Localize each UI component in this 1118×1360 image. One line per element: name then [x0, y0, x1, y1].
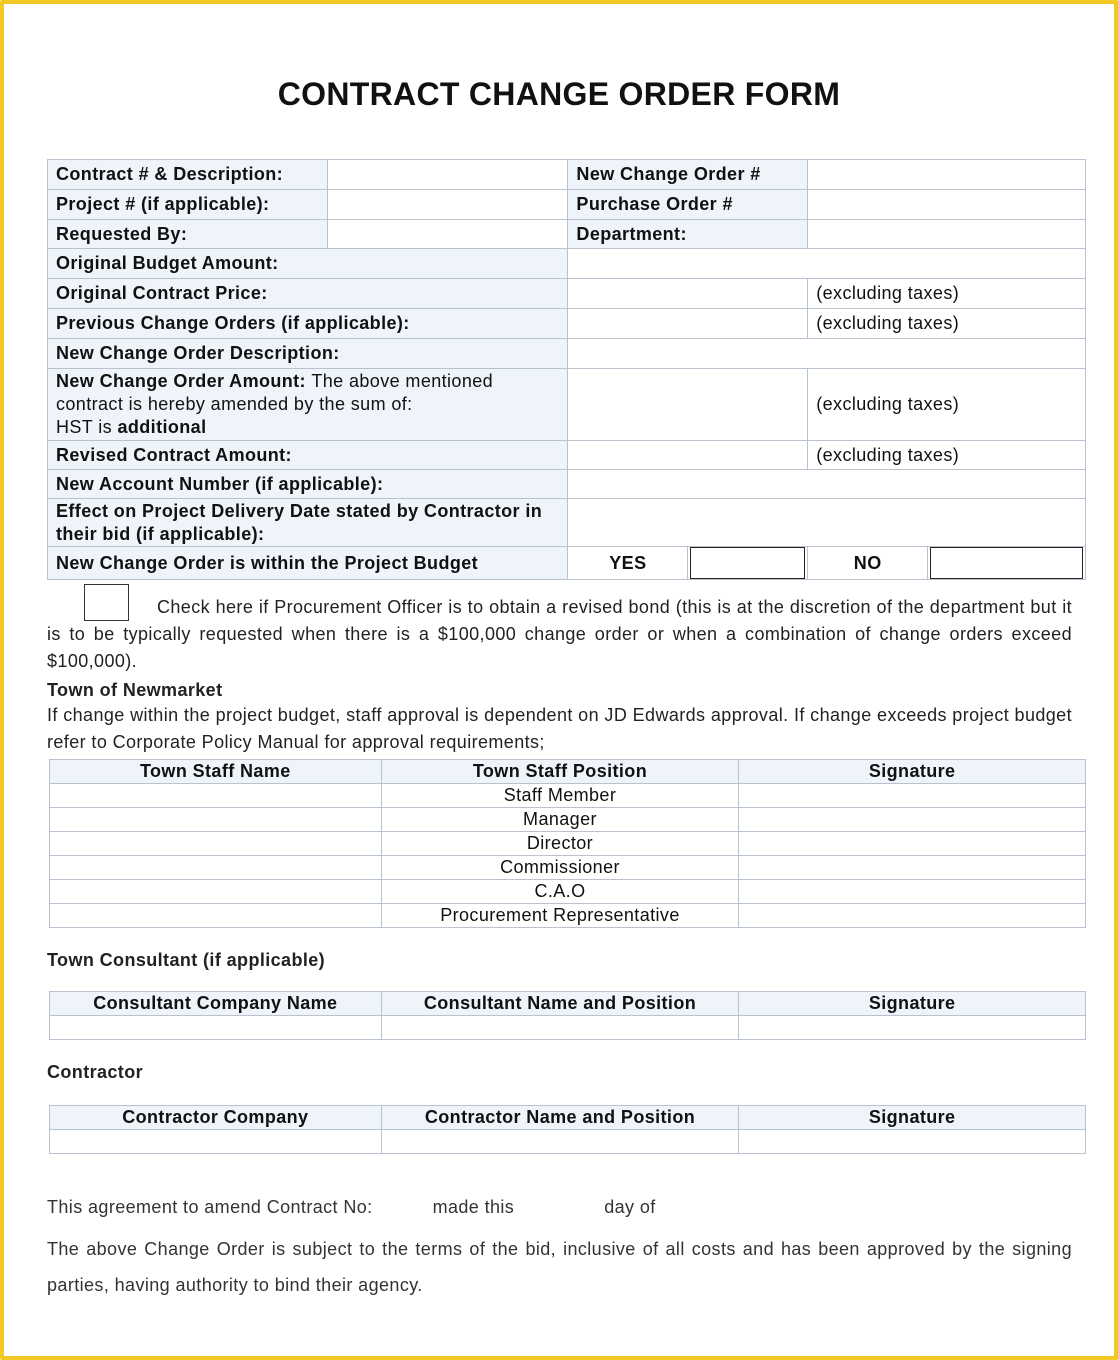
excluding-taxes-note: (excluding taxes)	[808, 279, 1086, 309]
day-of: day of	[604, 1197, 656, 1217]
consultant-company-field[interactable]	[50, 1016, 382, 1040]
staff-name-field[interactable]	[50, 856, 382, 880]
staff-position: Director	[381, 832, 739, 856]
signature-field[interactable]	[739, 784, 1086, 808]
consultant-name-field[interactable]	[381, 1016, 739, 1040]
staff-position: Commissioner	[381, 856, 739, 880]
no-answer-box[interactable]	[930, 547, 1083, 579]
consultant-table	[49, 991, 1086, 1040]
revised-contract-amount-label: Revised Contract Amount:	[48, 441, 568, 470]
within-budget-label: New Change Order is within the Project Budget	[48, 547, 568, 580]
consultant-signature-field[interactable]	[739, 1016, 1086, 1040]
consultant-signature-header: Signature	[739, 992, 1086, 1016]
new-change-order-amount-label: New Change Order Amount:	[56, 371, 306, 391]
staff-position: C.A.O	[381, 880, 739, 904]
town-note: If change within the project budget, staff approval is dependent on JD Edwards approval. If change exceeds project budget refer to Corporate Policy Manual for approval requirements;	[47, 705, 1072, 752]
department-field[interactable]	[808, 220, 1086, 249]
contractor-company-field[interactable]	[50, 1130, 382, 1154]
new-change-order-amount-cell	[48, 369, 568, 441]
contract-desc-label: Contract # & Description:	[48, 160, 328, 190]
new-change-order-amount-field[interactable]	[568, 369, 808, 441]
new-change-order-amount-text: The above mentioned contract is hereby amended by the sum of:	[56, 371, 494, 414]
original-budget-label: Original Budget Amount:	[48, 249, 568, 279]
staff-name-field[interactable]	[50, 832, 382, 856]
original-budget-field[interactable]	[568, 249, 1086, 279]
excluding-taxes-note: (excluding taxes)	[808, 369, 1086, 441]
new-change-order-no-label: New Change Order #	[568, 160, 808, 190]
table-row	[50, 904, 1086, 928]
revised-contract-amount-field[interactable]	[568, 441, 808, 470]
previous-change-orders-label: Previous Change Orders (if applicable):	[48, 309, 568, 339]
bond-note: Check here if Procurement Officer is to obtain a revised bond (this is at the discretion of the department but it is to be typically requested when there is a $100,000 change order or when a combination of change orders exceed $100,000).	[47, 597, 1072, 671]
new-account-number-field[interactable]	[568, 470, 1086, 499]
agreement-line	[47, 1197, 1072, 1218]
form-title: CONTRACT CHANGE ORDER FORM	[277, 76, 841, 112]
table-row	[50, 856, 1086, 880]
terms-note: The above Change Order is subject to the terms of the bid, inclusive of all costs and has been approved by the signing parties, having authority to bind their agency.	[47, 1239, 1072, 1295]
staff-position: Procurement Representative	[381, 904, 739, 928]
previous-change-orders-field[interactable]	[568, 309, 808, 339]
requested-by-field[interactable]	[327, 220, 568, 249]
yes-label: YES	[568, 547, 688, 580]
staff-name-field[interactable]	[50, 808, 382, 832]
hst-additional: additional	[117, 417, 207, 437]
new-change-order-desc-field[interactable]	[568, 339, 1086, 369]
effect-delivery-field[interactable]	[568, 499, 1086, 547]
department-label: Department:	[568, 220, 808, 249]
no-label: NO	[808, 547, 928, 580]
town-staff-position-header: Town Staff Position	[381, 760, 739, 784]
yes-answer-box[interactable]	[690, 547, 805, 579]
hst-prefix: HST is	[56, 417, 113, 437]
contractor-signature-header: Signature	[739, 1106, 1086, 1130]
table-row	[50, 832, 1086, 856]
staff-name-field[interactable]	[50, 784, 382, 808]
staff-name-field[interactable]	[50, 904, 382, 928]
yes-box-cell	[688, 547, 808, 580]
staff-name-field[interactable]	[50, 880, 382, 904]
signature-field[interactable]	[739, 808, 1086, 832]
effect-delivery-label: Effect on Project Delivery Date stated by Contractor in their bid (if applicable):	[48, 499, 568, 547]
table-row	[50, 784, 1086, 808]
signature-field[interactable]	[739, 832, 1086, 856]
table-row	[50, 1016, 1086, 1040]
new-account-number-label: New Account Number (if applicable):	[48, 470, 568, 499]
town-signature-header: Signature	[739, 760, 1086, 784]
project-no-field[interactable]	[327, 190, 568, 220]
purchase-order-field[interactable]	[808, 190, 1086, 220]
contract-details-table	[47, 159, 1086, 580]
excluding-taxes-note: (excluding taxes)	[808, 309, 1086, 339]
made-this: made this	[432, 1197, 515, 1217]
requested-by-label: Requested By:	[48, 220, 328, 249]
new-change-order-desc-label: New Change Order Description:	[48, 339, 568, 369]
signature-field[interactable]	[739, 880, 1086, 904]
town-heading: Town of Newmarket	[47, 680, 223, 700]
consultant-company-header: Consultant Company Name	[50, 992, 382, 1016]
table-row	[50, 1130, 1086, 1154]
original-contract-price-field[interactable]	[568, 279, 808, 309]
table-row	[50, 880, 1086, 904]
excluding-taxes-note: (excluding taxes)	[808, 441, 1086, 470]
purchase-order-label: Purchase Order #	[568, 190, 808, 220]
town-staff-name-header: Town Staff Name	[50, 760, 382, 784]
signature-field[interactable]	[739, 856, 1086, 880]
consultant-name-position-header: Consultant Name and Position	[381, 992, 739, 1016]
signature-field[interactable]	[739, 904, 1086, 928]
consultant-heading: Town Consultant (if applicable)	[47, 950, 326, 970]
no-box-cell	[928, 547, 1086, 580]
contractor-table	[49, 1105, 1086, 1154]
project-no-label: Project # (if applicable):	[48, 190, 328, 220]
contractor-heading: Contractor	[47, 1062, 144, 1082]
contract-desc-field[interactable]	[327, 160, 568, 190]
contractor-signature-field[interactable]	[739, 1130, 1086, 1154]
contractor-company-header: Contractor Company	[50, 1106, 382, 1130]
table-row	[50, 808, 1086, 832]
staff-position: Manager	[381, 808, 739, 832]
contractor-name-position-header: Contractor Name and Position	[381, 1106, 739, 1130]
contractor-name-field[interactable]	[381, 1130, 739, 1154]
original-contract-price-label: Original Contract Price:	[48, 279, 568, 309]
staff-position: Staff Member	[381, 784, 739, 808]
town-staff-table	[49, 759, 1086, 928]
agreement-prefix: This agreement to amend Contract No:	[47, 1197, 373, 1217]
new-change-order-no-field[interactable]	[808, 160, 1086, 190]
